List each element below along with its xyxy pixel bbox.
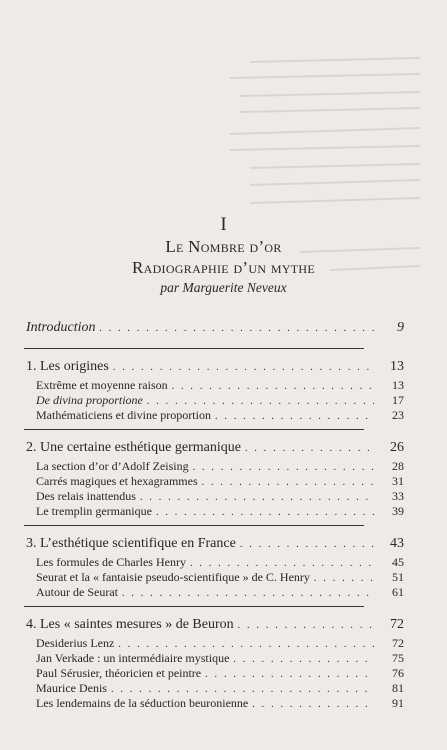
toc-entry bbox=[26, 666, 404, 681]
toc-entry-label: Jan Verkade : un intermédiaire mystique bbox=[36, 651, 230, 665]
toc-entry-label: Desiderius Lenz bbox=[36, 636, 115, 650]
dot-leader bbox=[122, 588, 374, 599]
toc-entry bbox=[26, 570, 404, 585]
toc-entry bbox=[26, 459, 404, 474]
toc-entry bbox=[26, 681, 404, 696]
toc-section bbox=[26, 607, 404, 717]
toc-entry bbox=[26, 555, 404, 570]
dot-leader bbox=[147, 396, 374, 407]
chapter-title-line2: Radiographie d’un mythe bbox=[131, 258, 316, 277]
toc-entry-page: 13 bbox=[392, 378, 404, 392]
dot-leader bbox=[245, 443, 374, 454]
dot-leader bbox=[233, 654, 374, 665]
dot-leader bbox=[156, 507, 374, 518]
dot-leader bbox=[190, 558, 374, 569]
table-of-contents bbox=[26, 320, 404, 717]
dot-leader bbox=[111, 684, 374, 695]
dot-leader bbox=[99, 323, 374, 334]
toc-section-heading bbox=[26, 440, 404, 456]
toc-section bbox=[26, 430, 404, 526]
dot-leader bbox=[205, 669, 374, 680]
toc-entry-page: 23 bbox=[392, 408, 404, 422]
dot-leader bbox=[238, 620, 374, 631]
toc-entry bbox=[26, 651, 404, 666]
toc-entry bbox=[26, 489, 404, 504]
chapter-header bbox=[0, 214, 447, 296]
toc-entry-label: Des relais inattendus bbox=[36, 489, 136, 503]
chapter-number: I bbox=[220, 214, 227, 235]
toc-section-page: 13 bbox=[390, 359, 404, 374]
toc-entry bbox=[26, 585, 404, 600]
dot-leader bbox=[202, 477, 374, 488]
dot-leader bbox=[193, 462, 374, 473]
toc-entry-label: Carrés magiques et hexagrammes bbox=[36, 474, 198, 488]
toc-entry bbox=[26, 378, 404, 393]
dot-leader bbox=[215, 411, 374, 422]
toc-entry bbox=[26, 504, 404, 519]
dot-leader bbox=[240, 539, 374, 550]
toc-entry-label: De divina proportione bbox=[36, 393, 143, 407]
toc-entry-label: Mathématiciens et divine proportion bbox=[36, 408, 211, 422]
chapter-author: par Marguerite Neveux bbox=[160, 280, 287, 295]
toc-entry-label: Les formules de Charles Henry bbox=[36, 555, 186, 569]
toc-entry-page: 31 bbox=[392, 474, 404, 488]
toc-section-label: 2. Une certaine esthétique germanique bbox=[26, 440, 241, 455]
chapter-title-line1: Le Nombre d’or bbox=[165, 237, 282, 256]
dot-leader bbox=[113, 362, 374, 373]
toc-entry-label: Paul Sérusier, théoricien et peintre bbox=[36, 666, 202, 680]
toc-entry-label: Les lendemains de la séduction beuronienne bbox=[36, 696, 249, 710]
toc-entry-label: Seurat et la « fantaisie pseudo-scientifique » de C. Henry bbox=[36, 570, 310, 584]
toc-section bbox=[26, 526, 404, 607]
toc-section-page: 43 bbox=[390, 536, 404, 551]
toc-entry-label: Le tremplin germanique bbox=[36, 504, 152, 518]
toc-entry-page: 51 bbox=[392, 570, 404, 584]
toc-sections bbox=[26, 349, 404, 717]
toc-entry bbox=[26, 393, 404, 408]
toc-entry-page: 61 bbox=[392, 585, 404, 599]
toc-entry-page: 33 bbox=[392, 489, 404, 503]
toc-section-page: 26 bbox=[390, 440, 404, 455]
toc-section-page: 72 bbox=[390, 617, 404, 632]
toc-intro-row bbox=[26, 320, 404, 348]
toc-entry bbox=[26, 636, 404, 651]
toc-section-heading bbox=[26, 617, 404, 633]
dot-leader bbox=[252, 699, 374, 710]
dot-leader bbox=[172, 381, 374, 392]
toc-entry-page: 45 bbox=[392, 555, 404, 569]
toc-entry-page: 81 bbox=[392, 681, 404, 695]
toc-entry-page: 39 bbox=[392, 504, 404, 518]
toc-entry-label: Autour de Seurat bbox=[36, 585, 118, 599]
dot-leader bbox=[140, 492, 374, 503]
dot-leader bbox=[118, 639, 374, 650]
toc-entry-page: 28 bbox=[392, 459, 404, 473]
toc-section-label: 1. Les origines bbox=[26, 359, 109, 374]
toc-entry-label: La section d’or d’Adolf Zeising bbox=[36, 459, 189, 473]
toc-entry-page: 76 bbox=[392, 666, 404, 680]
toc-section bbox=[26, 349, 404, 430]
toc-intro-label: Introduction bbox=[26, 320, 96, 335]
toc-entry bbox=[26, 474, 404, 489]
toc-intro-page: 9 bbox=[397, 320, 404, 335]
toc-section-label: 4. Les « saintes mesures » de Beuron bbox=[26, 617, 234, 632]
toc-section-heading bbox=[26, 536, 404, 552]
toc-entry-label: Maurice Denis bbox=[36, 681, 107, 695]
toc-entry-label: Extrême et moyenne raison bbox=[36, 378, 168, 392]
toc-section-heading bbox=[26, 359, 404, 375]
toc-entry-page: 17 bbox=[392, 393, 404, 407]
toc-entry-page: 72 bbox=[392, 636, 404, 650]
toc-entry-page: 75 bbox=[392, 651, 404, 665]
toc-entry-page: 91 bbox=[392, 696, 404, 710]
toc-section-label: 3. L’esthétique scientifique en France bbox=[26, 536, 236, 551]
toc-entry bbox=[26, 408, 404, 423]
toc-entry bbox=[26, 696, 404, 711]
dot-leader bbox=[314, 573, 374, 584]
